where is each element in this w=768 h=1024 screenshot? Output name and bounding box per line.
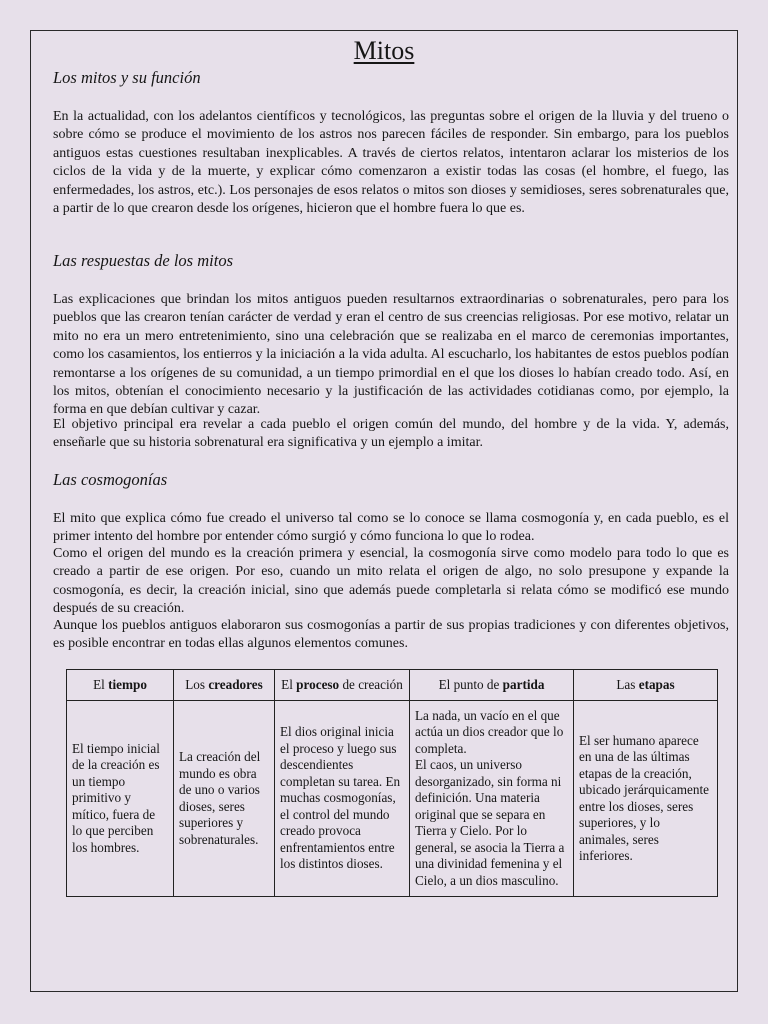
paragraph-funcion: En la actualidad, con los adelantos científicos y tecnológicos, las preguntas sobre el origen de la lluvia y del trueno o sobre cómo se produce el movimiento de los astros nos parecen fáciles de responder. Sin embargo, para los pueblos antiguos estas cuestiones resultaban inexplicables. A través de ciertos relatos, intentaron aclarar los misterios de los ciclos de la vida y de la muerte, y explicar cómo comenzaron a existir todas las cosas (el hombre, el fuego, las enfermedades, los astros, etc.). Los personajes de esos relatos o mitos son dioses y semidioses, seres sobrenaturales que, a partir de lo que crearon desde los orígenes, hicieron que el hombre fuera lo que es. <box>53 109 729 217</box>
section-heading-respuestas: Las respuestas de los mitos <box>53 251 233 270</box>
paragraph-cosmogonias-3: Aunque los pueblos antiguos elaboraron sus cosmogonías a partir de sus propias tradiciones y con diferentes objetivos, es posible encontrar en todas ellas algunos elementos comunes. <box>53 618 729 652</box>
page-title: Mitos <box>353 36 415 65</box>
table-header-row <box>67 670 718 701</box>
header-etapas: Las etapas <box>574 670 718 701</box>
cell-tiempo: El tiempo inicial de la creación es un tiempo primitivo y mítico, fuera de lo que perciben los hombres. <box>67 701 174 897</box>
section-heading-cosmogonias: Las cosmogonías <box>53 470 168 489</box>
cosmogonia-elements-table <box>66 669 718 897</box>
paragraph-respuestas-2: El objetivo principal era revelar a cada pueblo el origen común del mundo, del hombre y de la vida. Y, además, enseñarle que su historia sobrenatural era significativa y un ejemplo a imitar. <box>53 417 729 451</box>
table-row <box>67 701 718 897</box>
header-proceso: El proceso de creación <box>275 670 410 701</box>
paragraph-cosmogonias-1: El mito que explica cómo fue creado el universo tal como se lo conoce se llama cosmogonía y, en cada pueblo, es el primer intento del hombre por entender cómo surgió y cómo funciona lo que lo rodea. <box>53 511 729 545</box>
header-partida: El punto de partida <box>410 670 574 701</box>
header-creadores: Los creadores <box>174 670 275 701</box>
cell-partida: La nada, un vacío en el que actúa un dios creador que lo completa. El caos, un universo desorganizado, sin forma ni definición. Una materia original que se separa en Tierra y Cielo. Por lo general, se asocia la Tierra a una divinidad femenina y el Cielo, a un dios masculino. <box>410 701 574 897</box>
cell-proceso: El dios original inicia el proceso y luego sus descendientes completan su tarea. En muchas cosmogonías, el control del mundo creado provoca enfrentamientos entre los distintos dioses. <box>275 701 410 897</box>
paragraph-respuestas-1: Las explicaciones que brindan los mitos antiguos pueden resultarnos extraordinarias o sobrenaturales, pero para los pueblos que las crearon tenían carácter de verdad y eran el centro de sus creencias religiosas. Por ese motivo, relatar un mito no era un mero entretenimiento, sino una celebración que se realizaba en el marco de ceremonias importantes, como los casamientos, los entierros y la iniciación a la vida adulta. Al escucharlo, los habitantes de estos pueblos podían remontarse a los orígenes de su comunidad, a un tiempo primordial en el que los dioses lo habían creado todo. Así, en los mitos, obtenían el conocimiento necesario y la justificación de las actividades cotidianas como, por ejemplo, la forma en que debían cultivar y cazar. <box>53 292 729 418</box>
paragraph-cosmogonias-2: Como el origen del mundo es la creación primera y esencial, la cosmogonía sirve como modelo para todo lo que es creado a partir de ese origen. Por eso, cuando un mito relata el origen de algo, no solo presupone y expande la cosmogonía, es decir, la creación inicial, sino que además puede completarla si relata cómo se modificó ese mundo después de su creación. <box>53 546 729 617</box>
cell-creadores: La creación del mundo es obra de uno o varios dioses, seres superiores y sobrenaturales. <box>174 701 275 897</box>
header-tiempo: El tiempo <box>67 670 174 701</box>
section-heading-funcion: Los mitos y su función <box>53 68 201 87</box>
cell-etapas: El ser humano aparece en una de las últimas etapas de la creación, ubicado jerárquicamente entre los dioses, seres superiores, y lo animales, seres inferiores. <box>574 701 718 897</box>
